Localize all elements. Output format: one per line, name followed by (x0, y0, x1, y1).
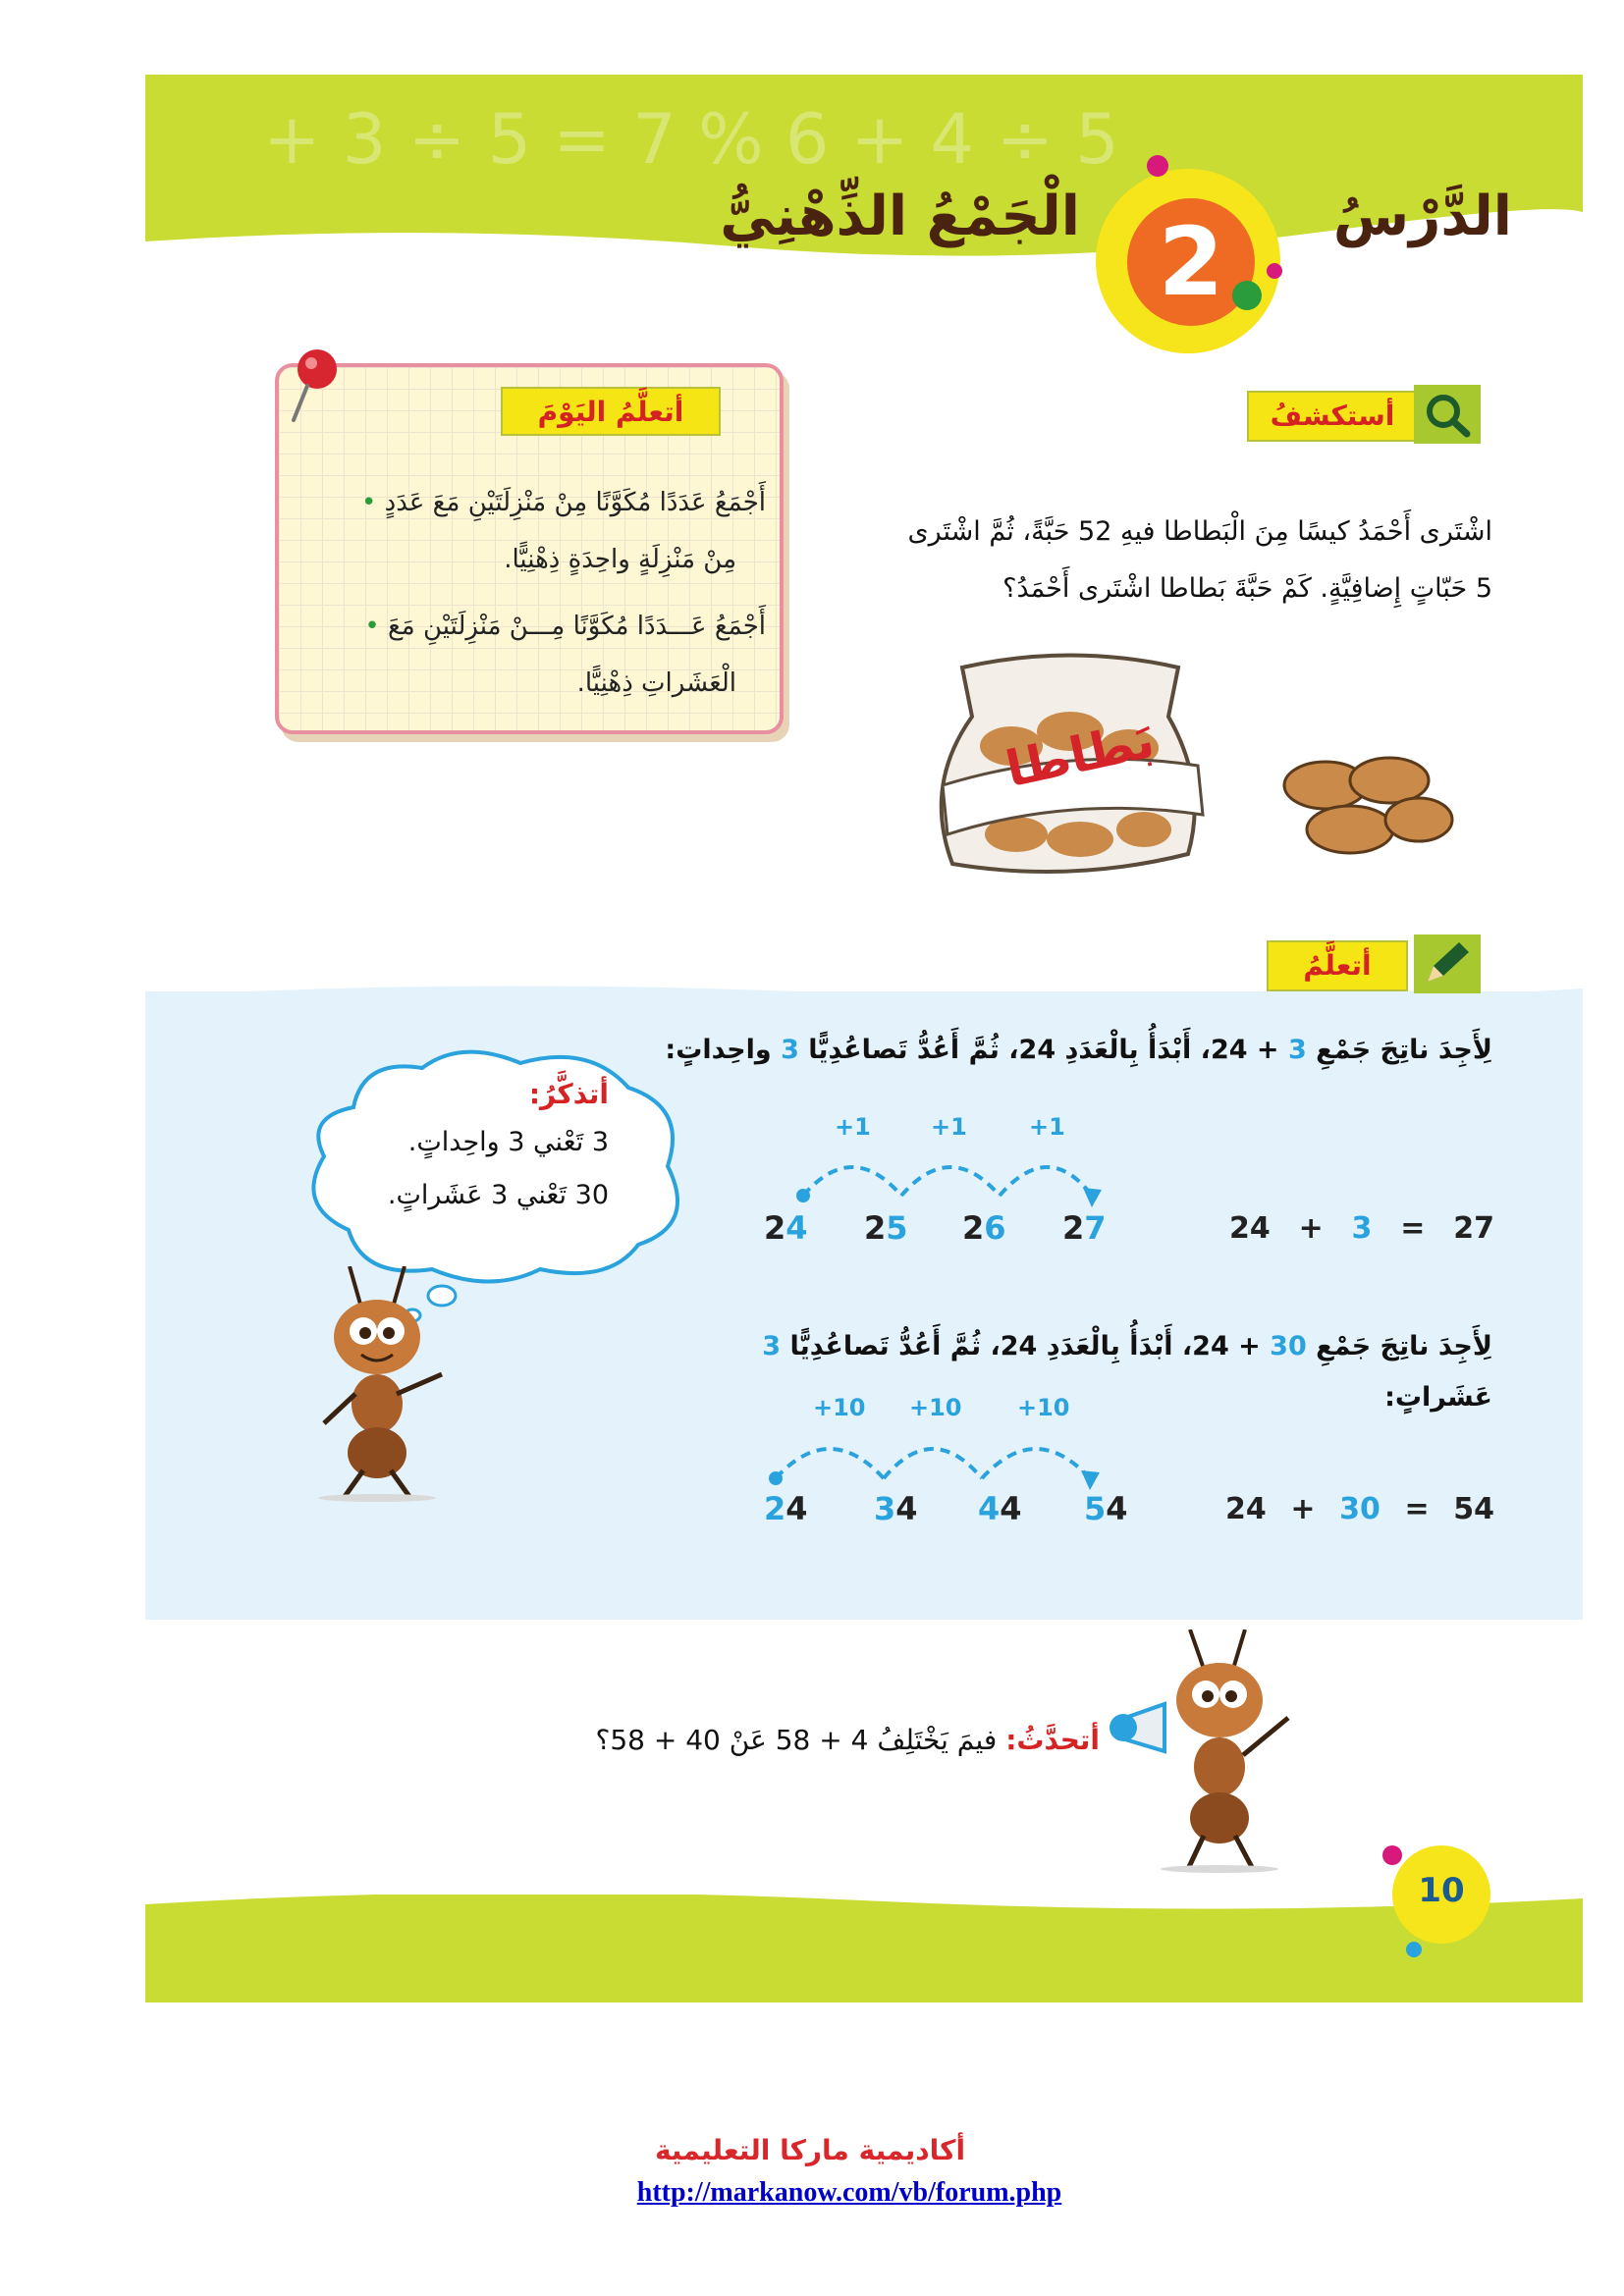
loose-potatoes-image (1272, 746, 1458, 864)
footer-wave (145, 1885, 1583, 1924)
badge-dot-green (1232, 281, 1262, 310)
pencil-icon (1414, 934, 1481, 993)
example1-equation: 24 + 3 = 27 (1229, 1211, 1494, 1246)
example1-n1: 3 (1287, 1035, 1307, 1065)
explore-problem-line1: اشْتَرى أَحْمَدُ كيسًا مِنَ الْبَطاطا فيهِ 52 حَبَّةً، ثُمَّ اشْتَرى (907, 516, 1492, 547)
remember-title: أتذكَّرُ: (528, 1078, 609, 1110)
example1-jump-3: +1 (1029, 1113, 1065, 1141)
learn-today-item2-line1: أَجْمَعُ عَـــدَدًا مُكَوَّنًا مِـــنْ مَنْزِلَتَيْنِ مَعَ • (364, 612, 766, 641)
example1-sentence: لِأَجِدَ ناتِجَ جَمْعِ 3 + 24، أَبْدَأُ بِالْعَدَدِ 24، ثُمَّ أَعُدُّ تَصاعُدِيًّا 3 واحِداتٍ: (665, 1035, 1492, 1065)
lesson-number: 2 (1127, 198, 1255, 326)
lesson-word: الدَّرْسُ (1332, 185, 1512, 248)
example1-number-2: 25 (864, 1209, 908, 1247)
example2-sentence: لِأَجِدَ ناتِجَ جَمْعِ 30 + 24، أَبْدَأُ بِالْعَدَدِ 24، ثُمَّ أَعُدُّ تَصاعُدِيًّا 3 عَشَراتٍ: (762, 1331, 1492, 1413)
explore-label: أستكشفُ (1247, 391, 1418, 442)
example1-number-4: 27 (1062, 1209, 1107, 1247)
example2-jump-2: +10 (909, 1394, 962, 1421)
learn-today-item1-line2: مِنْ مَنْزِلَةٍ واحِدَةٍ ذِهْنِيًّا. (504, 545, 736, 574)
ant-mascot-thinking (295, 1266, 471, 1502)
example2-jump-3: +10 (1017, 1394, 1070, 1421)
example2-number-1: 24 (764, 1490, 808, 1527)
example2-number-4: 54 (1084, 1490, 1128, 1527)
svg-text:+ 3 ÷ 5 = 7 % 6 + 4 ÷ 5: + 3 ÷ 5 = 7 % 6 + 4 ÷ 5 (263, 99, 1119, 180)
learn-icon-box (1414, 934, 1481, 993)
example1-number-1: 24 (764, 1209, 808, 1247)
learn-today-item2-line2: الْعَشَراتِ ذِهْنِيًّا. (576, 668, 736, 698)
badge-dot-pink (1147, 155, 1168, 177)
footer-brand: أكاديمية ماركا التعليمية (654, 2134, 966, 2166)
remember-line1: 3 تَعْني 3 واحِداتٍ. (407, 1127, 609, 1157)
example1-jump-1: +1 (835, 1113, 871, 1141)
magnifier-icon (1414, 385, 1481, 444)
talk-line (569, 1724, 1100, 1756)
explore-problem-line2: 5 حَبّاتٍ إِضافِيَّةٍ. كَمْ حَبَّةَ بَطاطا اشْتَرى أَحْمَدُ؟ (1002, 573, 1492, 604)
page-badge-dot-pink (1382, 1845, 1402, 1865)
pushpin-icon (280, 342, 349, 430)
example2-number-3: 44 (978, 1490, 1022, 1527)
example1-jump-2: +1 (931, 1113, 967, 1141)
example2-number-2: 34 (874, 1490, 918, 1527)
example2-jump-arcs (756, 1419, 1119, 1498)
lesson-title: الْجَمْعُ الذِّهْنِيُّ (720, 185, 1080, 248)
footer-forum-link[interactable]: http://markanow.com/vb/forum.php (636, 2177, 1062, 2208)
example2-jump-1: +10 (813, 1394, 866, 1421)
example2-n2: 3 (762, 1331, 782, 1362)
remember-line2: 30 تَعْني 3 عَشَراتٍ. (387, 1180, 609, 1210)
potato-bag-label: بَطاطا (1001, 711, 1160, 799)
example1-jump-arcs (785, 1139, 1119, 1217)
ant-mascot-megaphone (1106, 1629, 1312, 1875)
page-badge-dot-blue (1406, 1942, 1422, 1957)
badge-dot-pink-small (1267, 263, 1282, 279)
talk-label: أتحدَّثُ: (1005, 1724, 1100, 1756)
example1-number-3: 26 (962, 1209, 1006, 1247)
example2-n1: 30 (1270, 1331, 1307, 1362)
learn-today-item1-line1: أَجْمَعُ عَدَدًا مُكَوَّنًا مِنْ مَنْزِلَتَيْنِ مَعَ عَدَدٍ • (361, 488, 766, 517)
talk-question: فيمَ يَخْتَلِفُ 4 + 58 عَنْ 40 + 58؟ (595, 1724, 998, 1756)
learn-today-label: أتعلَّمُ اليَوْمَ (501, 387, 721, 436)
learn-label: أتعلَّمُ (1267, 940, 1408, 991)
example1-n2: 3 (781, 1035, 799, 1065)
page-number: 10 (1418, 1871, 1465, 1910)
explore-icon-box (1414, 385, 1481, 444)
example2-equation: 24 + 30 = 54 (1225, 1492, 1494, 1526)
